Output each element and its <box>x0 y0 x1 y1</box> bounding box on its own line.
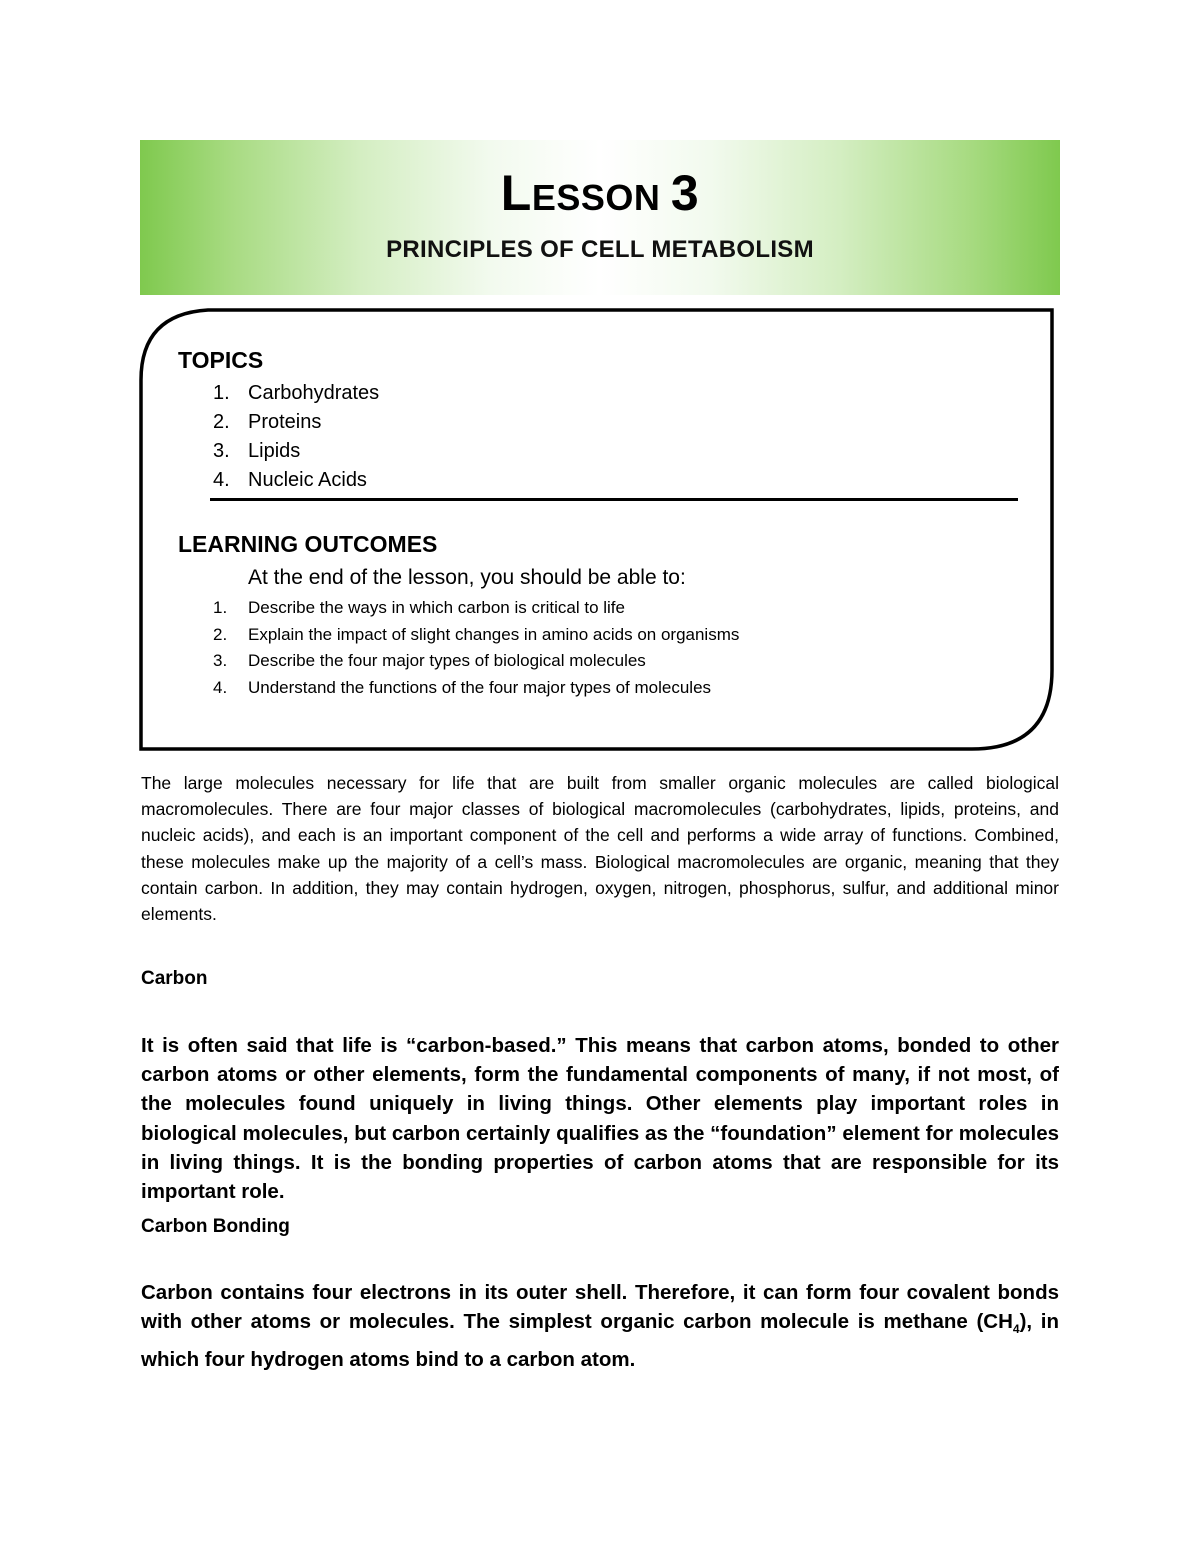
topic-label: Carbohydrates <box>248 382 380 404</box>
list-item <box>213 466 1028 495</box>
topics-heading: TOPICS <box>178 347 264 373</box>
item-number: 3. <box>213 440 230 462</box>
item-number: 1. <box>213 382 230 404</box>
item-number: 4. <box>213 469 230 491</box>
paragraph-text: Carbon contains four electrons in its outer shell. Therefore, it can form four covalent bonds with other atoms or molecules. The simplest organic carbon molecule is methane (CH <box>141 1281 1059 1334</box>
lesson-title-rest: ESSON <box>531 177 661 218</box>
list-item <box>213 408 1028 437</box>
outcomes-list <box>178 595 1028 701</box>
list-item <box>213 622 1028 649</box>
outcome-text: Describe the ways in which carbon is critical to life <box>248 598 625 617</box>
topic-label: Nucleic Acids <box>248 469 367 491</box>
item-number: 1. <box>213 598 228 617</box>
topics-outcomes-panel <box>178 345 1028 701</box>
list-item <box>213 595 1028 622</box>
item-number: 4. <box>213 677 228 697</box>
subscript: 4 <box>1012 1322 1020 1337</box>
list-item <box>213 675 1028 702</box>
topic-label: Proteins <box>248 411 322 433</box>
list-item <box>213 379 1028 408</box>
item-number: 2. <box>213 624 228 644</box>
lesson-title-initial: L <box>500 165 532 221</box>
lesson-number: 3 <box>670 165 700 221</box>
outcome-text: Explain the impact of slight changes in amino acids on organisms <box>248 624 740 644</box>
item-number: 2. <box>213 411 230 433</box>
lesson-banner <box>140 140 1060 295</box>
carbon-paragraph: It is often said that life is “carbon-based.” This means that carbon atoms, bonded to other carbon atoms or other elements, form the fundamental components of many, if not most, of the molecules found uniquely in living things. Other elements play important roles in biological molecules, but carbon certainly qualifies as the “foundation” element for molecules in living things. It is the bonding properties of carbon atoms that are responsible for its important role. <box>141 1034 1059 1204</box>
item-number: 3. <box>213 651 228 670</box>
outcomes-intro: At the end of the lesson, you should be able to: <box>248 566 686 589</box>
divider <box>210 498 1018 501</box>
lesson-title <box>140 164 1060 222</box>
outcome-text: Describe the four major types of biological molecules <box>248 651 646 670</box>
list-item <box>213 437 1028 466</box>
lesson-subtitle: PRINCIPLES OF CELL METABOLISM <box>386 236 814 263</box>
outcomes-heading: LEARNING OUTCOMES <box>178 531 438 557</box>
topics-list <box>178 379 1028 495</box>
topic-label: Lipids <box>248 440 301 462</box>
outcome-text: Understand the functions of the four major types of molecules <box>248 677 712 697</box>
intro-paragraph: The large molecules necessary for life that are built from smaller organic molecules are called biological macromolecules. There are four major classes of biological macromolecules (carbohydrates, lipids, proteins, and nucleic acids), and each is an important component of the cell and performs a wide array of functions. Combined, these molecules make up the majority of a cell’s mass. Biological macromolecules are organic, meaning that they contain carbon. In addition, they may contain hydrogen, oxygen, nitrogen, phosphorus, sulfur, and additional minor elements. <box>141 773 1059 925</box>
paragraph-text: ), in which four hydrogen atoms bind to a carbon atom. <box>141 1310 1059 1371</box>
carbon-bonding-paragraph <box>141 1278 1059 1374</box>
list-item <box>213 648 1028 675</box>
carbon-heading: Carbon <box>141 968 208 989</box>
carbon-bonding-heading: Carbon Bonding <box>141 1216 290 1237</box>
